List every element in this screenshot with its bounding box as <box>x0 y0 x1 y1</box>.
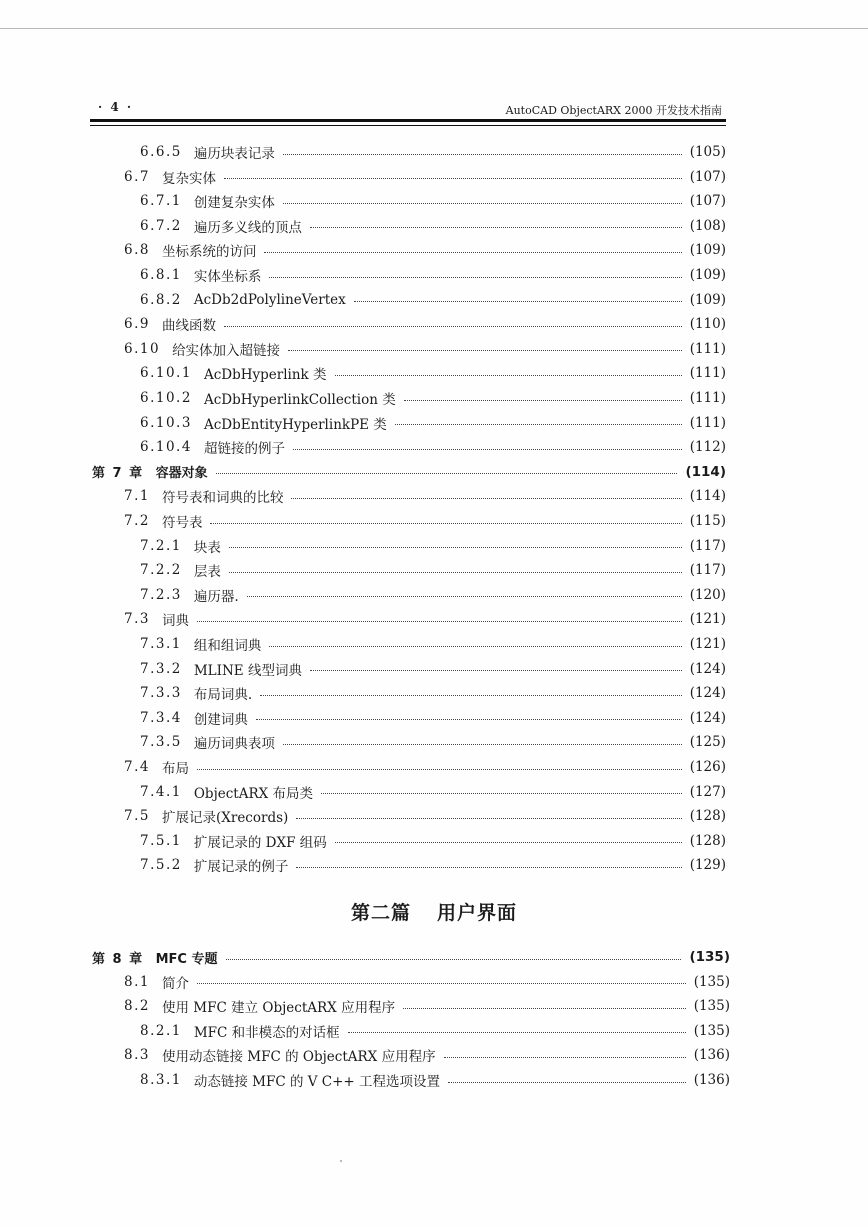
dot-leader <box>335 842 682 843</box>
toc-entry-page: (107) <box>689 193 726 210</box>
toc-entry-title: 层表 <box>193 564 221 581</box>
dot-leader <box>348 1032 686 1033</box>
toc-entry-page: (117) <box>689 537 726 554</box>
toc-entry-title: 创建词典 <box>193 711 248 728</box>
toc-entry-page: (127) <box>689 783 726 800</box>
header-rule-thick <box>90 119 726 122</box>
toc-entry-page: (121) <box>689 611 726 628</box>
dot-leader <box>448 1082 686 1083</box>
toc-entry-page: (112) <box>689 439 726 456</box>
toc-entry-title: 遍历词典表项 <box>193 736 275 753</box>
toc-entry-number: 7.4 <box>124 759 150 775</box>
toc-entry-page: (135) <box>693 1022 730 1039</box>
toc-entry-number: 6.6.5 <box>140 144 182 160</box>
toc-entry-page: (109) <box>689 291 726 308</box>
toc-entry-number: 第 8 章 <box>92 951 144 967</box>
toc-entry <box>140 412 726 434</box>
toc-entry-title: 布局词典. <box>193 687 253 704</box>
dot-leader <box>229 547 682 548</box>
toc-entry <box>140 190 726 212</box>
toc-entry-number: 7.3.2 <box>140 660 182 677</box>
toc-entry <box>140 682 726 704</box>
toc-entry-title: AcDbEntityHyperlinkPE 类 <box>203 416 387 433</box>
page-number: · 4 · <box>98 100 134 114</box>
toc-entry-page: (129) <box>689 857 726 874</box>
toc-entry-number: 7.5.2 <box>140 857 182 874</box>
toc-entry-page: (135) <box>689 949 730 965</box>
toc-entry-page: (111) <box>689 390 726 406</box>
toc-entry <box>140 707 726 729</box>
toc-entry-page: (110) <box>689 316 726 333</box>
toc-entry <box>124 805 726 827</box>
dot-leader <box>264 252 681 253</box>
toc-entry-page: (124) <box>689 660 726 677</box>
toc-entry <box>140 658 726 680</box>
toc-entry-title: 坐标系统的访问 <box>161 244 257 261</box>
toc-entry <box>124 166 726 188</box>
dot-leader <box>403 1008 686 1009</box>
dot-leader <box>444 1057 686 1058</box>
toc-entry-number: 7.2.1 <box>140 537 182 554</box>
toc-entry-title: 块表 <box>193 539 221 556</box>
toc-entry-number: 6.10.1 <box>140 365 192 382</box>
dot-leader <box>404 400 682 401</box>
part-title: 用户界面 <box>437 902 518 924</box>
dot-leader <box>197 769 682 770</box>
toc-entry-title: 使用动态链接 MFC 的 ObjectARX 应用程序 <box>161 1049 436 1066</box>
toc-entry-title: 词典 <box>161 613 189 630</box>
toc-entry-title: 创建复杂实体 <box>193 195 275 212</box>
dot-leader <box>216 473 678 474</box>
toc-entry-number: 7.1 <box>124 488 150 505</box>
toc-entry-number: 第 7 章 <box>92 466 144 482</box>
toc-entry <box>92 461 726 483</box>
toc-entry-number: 7.3.1 <box>140 636 182 652</box>
toc-entry-page: (126) <box>689 759 726 775</box>
dot-leader <box>296 867 681 868</box>
toc-entry-number: 6.10 <box>124 340 161 357</box>
toc-entry-title: 扩展记录的 DXF 组码 <box>193 834 327 851</box>
dot-leader <box>283 203 682 204</box>
toc-entry-title: AcDb2dPolylineVertex <box>193 291 346 308</box>
toc-entry <box>124 1044 730 1066</box>
toc-entry-title: 扩展记录(Xrecords) <box>161 810 289 827</box>
toc-entry-title: 遍历器. <box>193 588 239 605</box>
toc-entry-title: MFC 和非模态的对话框 <box>193 1024 340 1041</box>
toc-entry <box>140 535 726 557</box>
toc-entry-title: 简介 <box>161 975 189 992</box>
dot-leader <box>260 695 682 696</box>
toc-entry-title: 复杂实体 <box>161 170 216 187</box>
toc-entry-number: 8.3 <box>124 1047 150 1064</box>
toc-entry-title: 扩展记录的例子 <box>193 859 289 876</box>
toc-entry-title: 遍历块表记录 <box>193 146 275 162</box>
toc-entry <box>140 1020 730 1042</box>
toc-entry-page: (136) <box>693 1047 730 1064</box>
toc-entry <box>140 633 726 655</box>
toc-entry-title: ObjectARX 布局类 <box>193 785 314 802</box>
toc-entry-number: 6.7.1 <box>140 193 182 210</box>
toc-entry-number: 7.2 <box>124 513 150 529</box>
toc-entry-number: 6.10.3 <box>140 414 192 431</box>
toc-entry-page: (121) <box>689 636 726 652</box>
toc-entry-title: 组和组词典 <box>193 638 262 654</box>
toc-entry <box>124 338 726 360</box>
toc-entry <box>124 995 730 1017</box>
toc-entry <box>140 781 726 803</box>
dot-leader <box>224 326 682 327</box>
toc-entry-title: 布局 <box>161 761 189 777</box>
toc-entry <box>124 971 730 993</box>
dot-leader <box>197 983 686 984</box>
toc-entry-number: 8.2.1 <box>140 1022 182 1039</box>
toc-entry-page: (109) <box>689 242 726 259</box>
dot-leader <box>354 301 682 302</box>
toc-entry-number: 7.5 <box>124 808 150 825</box>
toc-entry <box>140 436 726 458</box>
toc-entry-title: 符号表 <box>161 515 203 531</box>
toc-entry-number: 7.4.1 <box>140 783 182 800</box>
dot-leader <box>335 375 682 376</box>
toc-entry-number: 7.2.2 <box>140 562 182 579</box>
page-header <box>90 100 726 118</box>
toc-entry-number: 8.2 <box>124 998 150 1015</box>
running-title: AutoCAD ObjectARX 2000 开发技术指南 <box>505 104 722 117</box>
toc-entry <box>140 830 726 852</box>
toc-entry-page: (128) <box>689 808 726 825</box>
toc-entry-title: 使用 MFC 建立 ObjectARX 应用程序 <box>161 1000 396 1017</box>
toc-entry <box>124 485 726 507</box>
toc-entry-page: (124) <box>689 685 726 702</box>
toc-entry-page: (135) <box>693 998 730 1015</box>
dot-leader <box>321 793 682 794</box>
toc-entry <box>140 731 726 753</box>
toc-entry <box>140 387 726 409</box>
dot-leader <box>229 572 682 573</box>
dot-leader <box>283 744 682 745</box>
toc-entry-page: (120) <box>689 586 726 603</box>
dot-leader <box>224 178 682 179</box>
toc-entry <box>140 215 726 237</box>
dot-leader <box>269 646 681 647</box>
toc-entry <box>140 264 726 286</box>
toc-entry-page: (105) <box>689 144 726 160</box>
dot-leader <box>288 350 682 351</box>
toc-entry-page: (135) <box>693 973 730 990</box>
toc-entry-number: 8.1 <box>124 973 150 990</box>
toc-entry <box>124 756 726 778</box>
toc-entry <box>140 584 726 606</box>
part-number: 第二篇 <box>350 902 411 924</box>
toc-entry-title: AcDbHyperlinkCollection 类 <box>203 392 396 408</box>
toc-entry-title: MFC 专题 <box>155 951 218 967</box>
scan-speck <box>340 1160 342 1162</box>
toc-entry-number: 7.3.3 <box>140 685 182 702</box>
toc-entry-number: 6.10.4 <box>140 439 192 456</box>
dot-leader <box>247 596 682 597</box>
dot-leader <box>269 277 681 278</box>
toc-entry-title: MLINE 线型词典 <box>193 662 302 679</box>
toc-entry-page: (107) <box>689 168 726 185</box>
toc-entry-title: 动态链接 MFC 的 V C++ 工程选项设置 <box>193 1074 441 1090</box>
dot-leader <box>395 424 682 425</box>
dot-leader <box>283 154 682 155</box>
toc-entry-title: 实体坐标系 <box>193 269 262 285</box>
toc-entry-page: (136) <box>693 1072 730 1088</box>
toc-entry-page: (111) <box>689 340 726 357</box>
toc-entry <box>140 1069 730 1091</box>
toc-entry-number: 6.7.2 <box>140 217 182 234</box>
toc-entry-number: 6.7 <box>124 168 150 185</box>
toc-entry-title: 遍历多义线的顶点 <box>193 219 302 236</box>
toc-entry-title: 容器对象 <box>155 466 208 482</box>
dot-leader <box>291 498 681 499</box>
toc-entry <box>92 946 730 968</box>
toc-entry-page: (111) <box>689 414 726 431</box>
toc-entry-number: 7.5.1 <box>140 832 182 849</box>
toc-entry-number: 6.8 <box>124 242 150 259</box>
toc-entry-title: 曲线函数 <box>161 318 216 335</box>
toc-entry-page: (114) <box>689 488 726 505</box>
toc-entry <box>140 559 726 581</box>
dot-leader <box>197 621 682 622</box>
toc-entry <box>124 239 726 261</box>
toc-entry <box>140 141 726 163</box>
toc-entry-page: (115) <box>689 513 726 529</box>
dot-leader <box>310 670 682 671</box>
toc-entry <box>140 854 726 876</box>
dot-leader <box>226 959 682 960</box>
toc-entry-title: 超链接的例子 <box>203 441 285 458</box>
toc-entry-title: 给实体加入超链接 <box>172 342 281 359</box>
dot-leader <box>293 449 682 450</box>
dot-leader <box>296 818 681 819</box>
toc-entry-number: 6.9 <box>124 316 150 333</box>
part-heading <box>0 898 868 925</box>
toc-entry-number: 6.10.2 <box>140 390 192 406</box>
top-scan-rule <box>0 28 868 29</box>
header-rule-thin <box>90 125 726 126</box>
toc-entry-number: 7.2.3 <box>140 586 182 603</box>
toc-entry-number: 6.8.1 <box>140 267 182 283</box>
toc-entry <box>140 289 726 311</box>
dot-leader <box>210 523 681 524</box>
toc-entry-number: 8.3.1 <box>140 1072 182 1088</box>
toc-entry-number: 7.3 <box>124 611 150 628</box>
toc-entry <box>124 608 726 630</box>
toc-entry-page: (125) <box>689 734 726 751</box>
toc-entry-page: (128) <box>689 832 726 849</box>
toc-entry-title: 符号表和词典的比较 <box>161 490 284 507</box>
toc-entry <box>124 313 726 335</box>
toc-entry-page: (124) <box>689 709 726 726</box>
toc-entry-page: (108) <box>689 217 726 234</box>
dot-leader <box>310 227 682 228</box>
toc-entry <box>124 510 726 532</box>
toc-entry-number: 7.3.4 <box>140 709 182 726</box>
toc-entry-title: AcDbHyperlink 类 <box>203 367 327 384</box>
toc-entry-page: (114) <box>685 463 726 480</box>
toc-entry-page: (111) <box>689 365 726 382</box>
dot-leader <box>256 719 682 720</box>
toc-entry-page: (109) <box>689 267 726 283</box>
toc-entry-number: 7.3.5 <box>140 734 182 751</box>
toc-entry-page: (117) <box>689 562 726 579</box>
toc-entry-number: 6.8.2 <box>140 291 182 308</box>
toc-entry <box>140 362 726 384</box>
